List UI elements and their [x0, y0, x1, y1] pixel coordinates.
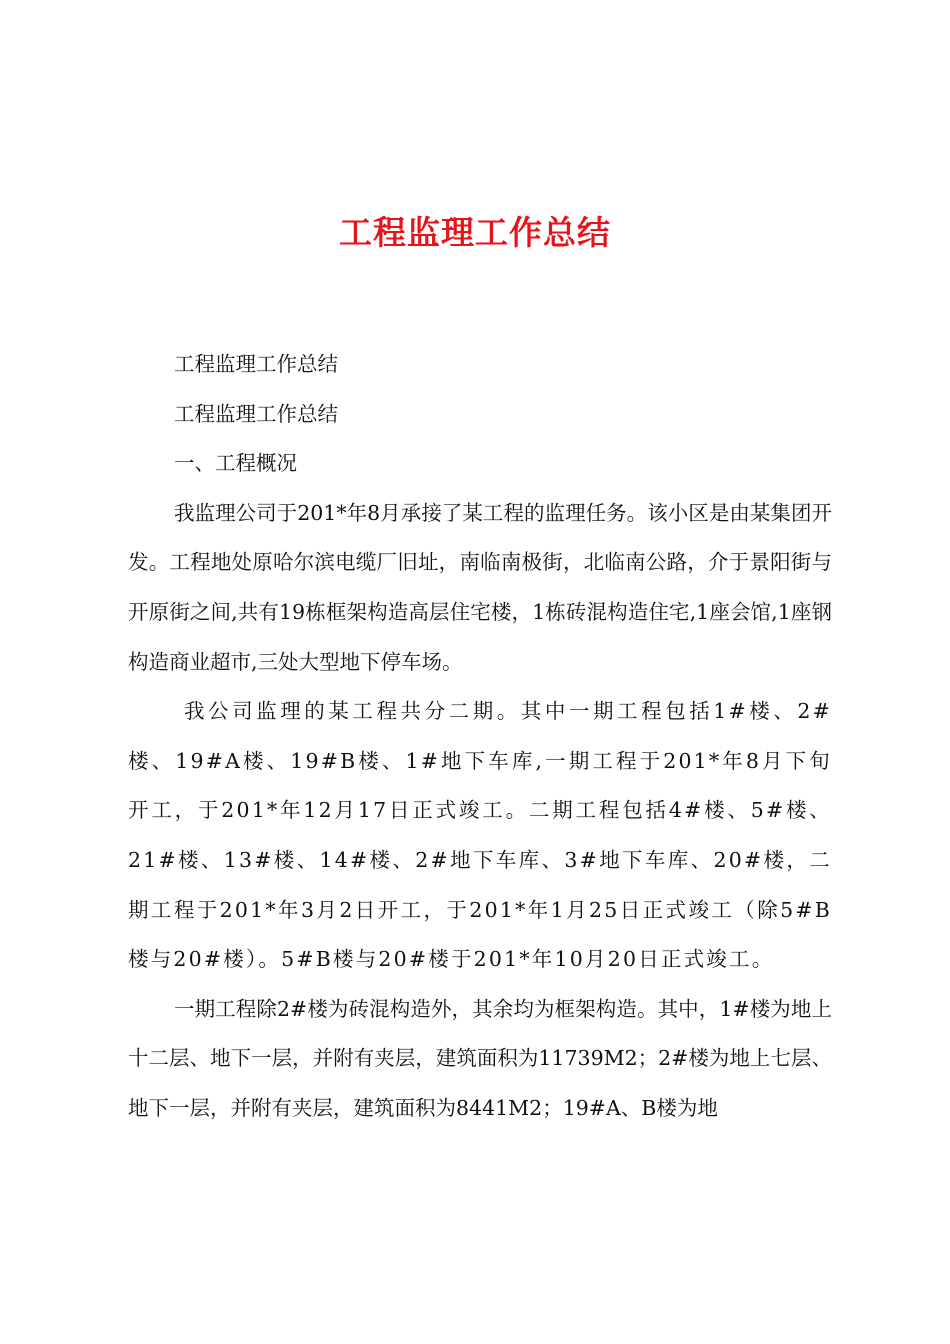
- document-title: 工程监理工作总结: [339, 213, 611, 252]
- paragraph-phase-one: 一期工程除2#楼为砖混构造外，其余均为框架构造。其中，1#楼为地上十二层、地下一层，并附有夹层，建筑面积为11739M2；2#楼为地上七层、地下一层，并附有夹层，建筑面积为8441M2；19#A、B楼为地: [128, 996, 832, 1120]
- section-heading: 一、工程概况: [174, 451, 297, 476]
- paragraph-phases: 我公司监理的某工程共分二期。其中一期工程包括1#楼、2#楼、19#A楼、19#B楼、1#地下车库,一期工程于201*年8月下旬开工，于201*年12月17日正式竣工。二期工程包括4#楼、5#楼、21#楼、13#楼、14#楼、2#地下车库、3#地下车库、20#楼，二期工程于201*年3月2日开工，于201*年1月25日正式竣工（除5#B楼与20#楼）。5#B楼与20#楼于201*年10月20日正式竣工。: [128, 699, 832, 972]
- paragraph-overview: 我监理公司于201*年8月承接了某工程的监理任务。该小区是由某集团开发。工程地处原哈尔滨电缆厂旧址，南临南极街，北临南公路，介于景阳街与开原街之间,共有19栋框架构造高层住宅楼，1栋砖混构造住宅,1座会馆,1座钢构造商业超市,三处大型地下停车场。: [128, 500, 832, 674]
- paragraph-heading-1: 工程监理工作总结: [174, 352, 338, 376]
- document-body: [128, 340, 832, 1134]
- paragraph-heading-2: 工程监理工作总结: [174, 401, 338, 426]
